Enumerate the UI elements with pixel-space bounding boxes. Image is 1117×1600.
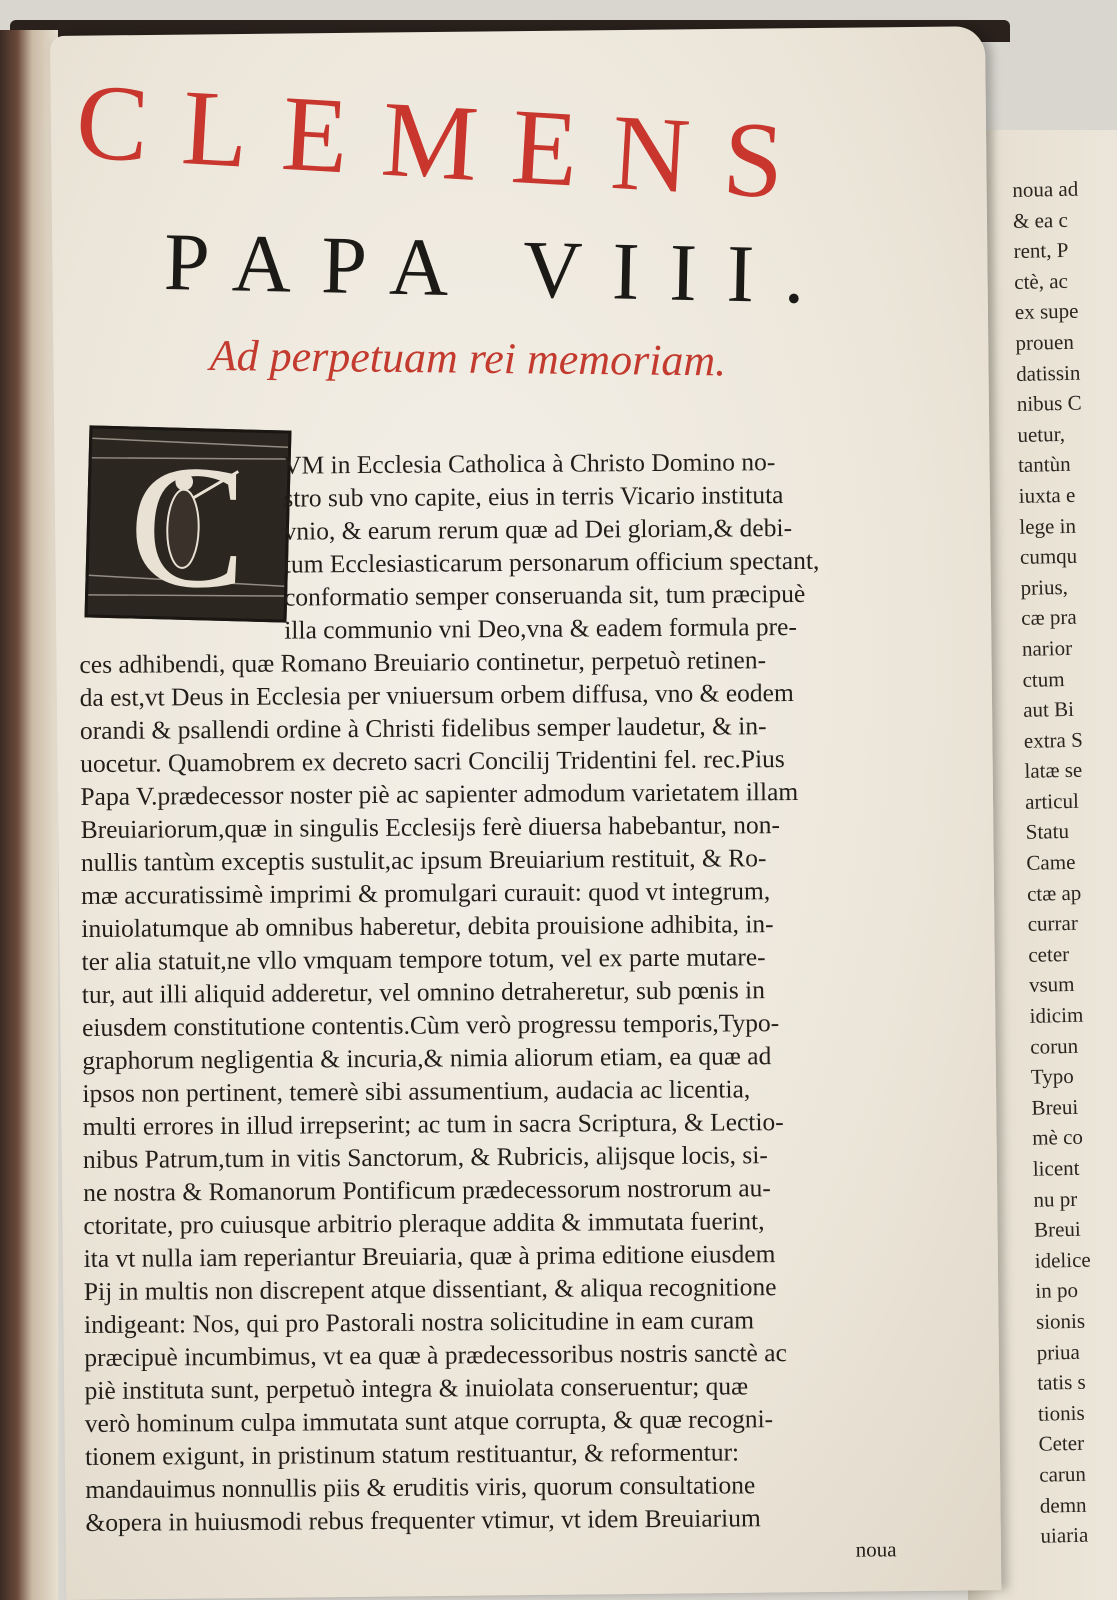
body-line: mæ accuratissimè imprimi & promulgari curauit: quod vt integrum,	[81, 876, 771, 910]
body-line: nibus Patrum,tum in vitis Sanctorum, & Rubricis, alijsque locis, si-	[82, 1140, 768, 1174]
right-page-line: Statu	[1025, 819, 1070, 845]
right-page-line: mè co	[1031, 1125, 1084, 1151]
body-line: tur, aut illi aliquid adderetur, vel omnino detraheretur, sub pœnis in	[81, 975, 766, 1009]
body-line: piè instituta sunt, perpetuò integra & inuiolata conseruentur; quæ	[84, 1371, 749, 1405]
right-page-line: cæ pra	[1021, 605, 1077, 631]
right-page-line: articul	[1024, 788, 1080, 814]
body-line: Pij in multis non discrepent atque dissentiant, & aliqua recognitione	[83, 1272, 777, 1306]
body-line: ita vt nulla iam reperiantur Breuiaria, quæ à prima editione eiusdem	[83, 1239, 776, 1273]
right-page-line: tatis s	[1037, 1369, 1086, 1395]
right-page-line: Breui	[1031, 1094, 1079, 1120]
right-page-line: ctæ ap	[1026, 880, 1082, 906]
body-line: inuiolatumque ab omnibus haberetur, debita prouisione adhibita, in-	[81, 909, 774, 943]
right-page-line: & ea c	[1012, 207, 1068, 233]
body-line: stro sub vno capite, eius in terris Vicario instituta	[283, 480, 784, 513]
right-page-line: latæ se	[1024, 757, 1083, 784]
right-page-line: priua	[1036, 1339, 1081, 1365]
right-page-line: aut Bi	[1022, 696, 1075, 722]
body-line: illa communio vni Deo,vna & eadem formula pre-	[284, 611, 798, 645]
right-page-line: ceter	[1028, 941, 1070, 967]
right-page-line: iuxta e	[1018, 482, 1076, 508]
right-page-line: Came	[1026, 849, 1076, 875]
right-page-line: idicim	[1029, 1002, 1084, 1028]
right-page-line: prouen	[1015, 329, 1075, 355]
right-page-line: narior	[1021, 635, 1073, 661]
body-line: eiusdem constitutione contentis.Cùm verò progressu temporis,Typo-	[81, 1008, 780, 1042]
right-page-line: vsum	[1028, 972, 1075, 998]
right-page-line: rent, P	[1013, 238, 1069, 264]
body-line: mandauimus nonnullis piis & eruditis viris, quorum consultatione	[85, 1470, 756, 1504]
body-line: verò hominum culpa immutata sunt atque corrupta, & quæ recogni-	[84, 1404, 774, 1438]
body-line: ctoritate, pro cuiusque arbitrio pleraque addita & immutata fuerint,	[83, 1206, 765, 1240]
right-page-line: noua ad	[1012, 176, 1079, 202]
right-page-line: Ceter	[1038, 1431, 1085, 1457]
body-line: VM in Ecclesia Catholica à Christo Domino no-	[283, 447, 776, 480]
body-line: &opera in huiusmodi rebus frequenter vtimur, vt idem Breuiarium	[85, 1503, 761, 1537]
body-line: nullis tantùm exceptis sustulit,ac ipsum Breuiarium restituit, & Ro-	[80, 843, 767, 877]
body-line: uocetur. Quamobrem ex decreto sacri Concilij Tridentini fel. rec.Pius	[80, 744, 785, 778]
right-page-line: idelice	[1034, 1247, 1091, 1273]
body-line: ter alia statuit,ne vllo vmquam tempore totum, vel ex parte mutare-	[81, 942, 766, 976]
right-page-line: sionis	[1035, 1308, 1086, 1334]
right-page-line: lege in	[1019, 513, 1077, 539]
page-subtitle: PAPA VIII.	[163, 215, 836, 322]
right-page-line: prius,	[1020, 574, 1069, 600]
body-line: orandi & psallendi ordine à Christi fidelibus semper laudetur, & in-	[79, 711, 767, 745]
body-line: indigeant: Nos, qui pro Pastorali nostra solicitudine in eam curam	[84, 1305, 755, 1339]
page-motto: Ad perpetuam rei memoriam.	[209, 330, 727, 386]
right-page-line: uetur,	[1017, 421, 1066, 447]
right-page-line: datissin	[1015, 360, 1081, 386]
right-page-line: Typo	[1030, 1064, 1075, 1090]
right-page-line: uiaria	[1040, 1522, 1089, 1548]
page-title: CLEMENS	[73, 61, 821, 224]
right-page-line: in po	[1035, 1278, 1079, 1304]
right-page-line: tantùn	[1017, 452, 1071, 478]
right-page-line: extra S	[1023, 727, 1083, 753]
right-page-line: tionis	[1037, 1400, 1085, 1426]
right-page-line: ctè, ac	[1013, 268, 1069, 294]
body-line: da est,vt Deus in Ecclesia per vniuersum orbem diffusa, vno & eodem	[79, 678, 794, 712]
right-page-line: ex supe	[1014, 299, 1079, 325]
body-line: conformatio semper conseruanda sit, tum præcipuè	[283, 578, 806, 612]
body-text	[78, 444, 901, 1562]
body-line: graphorum negligentia & incuria,& nimia aliorum etiam, ea quæ ad	[82, 1041, 772, 1075]
right-page-line: demn	[1039, 1492, 1087, 1518]
right-page-line: nibus C	[1016, 390, 1082, 417]
body-line: vnio, & earum rerum quæ ad Dei gloriam,& debi-	[283, 513, 793, 546]
catchword: noua	[855, 1537, 897, 1562]
body-line: tionem exigunt, in pristinum statum restituantur, & reformentur:	[84, 1437, 740, 1471]
right-page-line: corun	[1030, 1033, 1079, 1059]
right-page-line: nu pr	[1033, 1186, 1078, 1212]
right-page-line: carun	[1038, 1461, 1087, 1487]
body-line: ne nostra & Romanorum Pontificum prædecessorum nostrorum au-	[83, 1173, 771, 1207]
right-page-line: licent	[1032, 1155, 1080, 1181]
book-binding-edge	[0, 30, 58, 1600]
right-page-line: currar	[1027, 911, 1079, 937]
body-line: ces adhibendi, quæ Romano Breuiario continetur, perpetuò retinen-	[79, 645, 767, 679]
right-page-line: cumqu	[1019, 543, 1078, 570]
right-page-line: Breui	[1033, 1216, 1081, 1242]
body-line: Breuiariorum,quæ in singulis Ecclesijs ferè diuersa habebantur, non-	[80, 810, 781, 844]
body-line: multi errores in illud irrepserint; ac tum in sacra Scriptura, & Lectio-	[82, 1107, 784, 1141]
body-line: ipsos non pertinent, temerè sibi assumentium, audacia ac licentia,	[82, 1074, 751, 1108]
body-line: Papa V.prædecessor noster piè ac sapienter admodum varietatem illam	[80, 776, 799, 811]
body-line: præcipuè incumbimus, vt ea quæ à prædecessoribus nostris sanctè ac	[84, 1338, 787, 1372]
body-line: tum Ecclesiasticarum personarum officium spectant,	[283, 545, 820, 579]
right-page-line: ctum	[1022, 666, 1065, 692]
